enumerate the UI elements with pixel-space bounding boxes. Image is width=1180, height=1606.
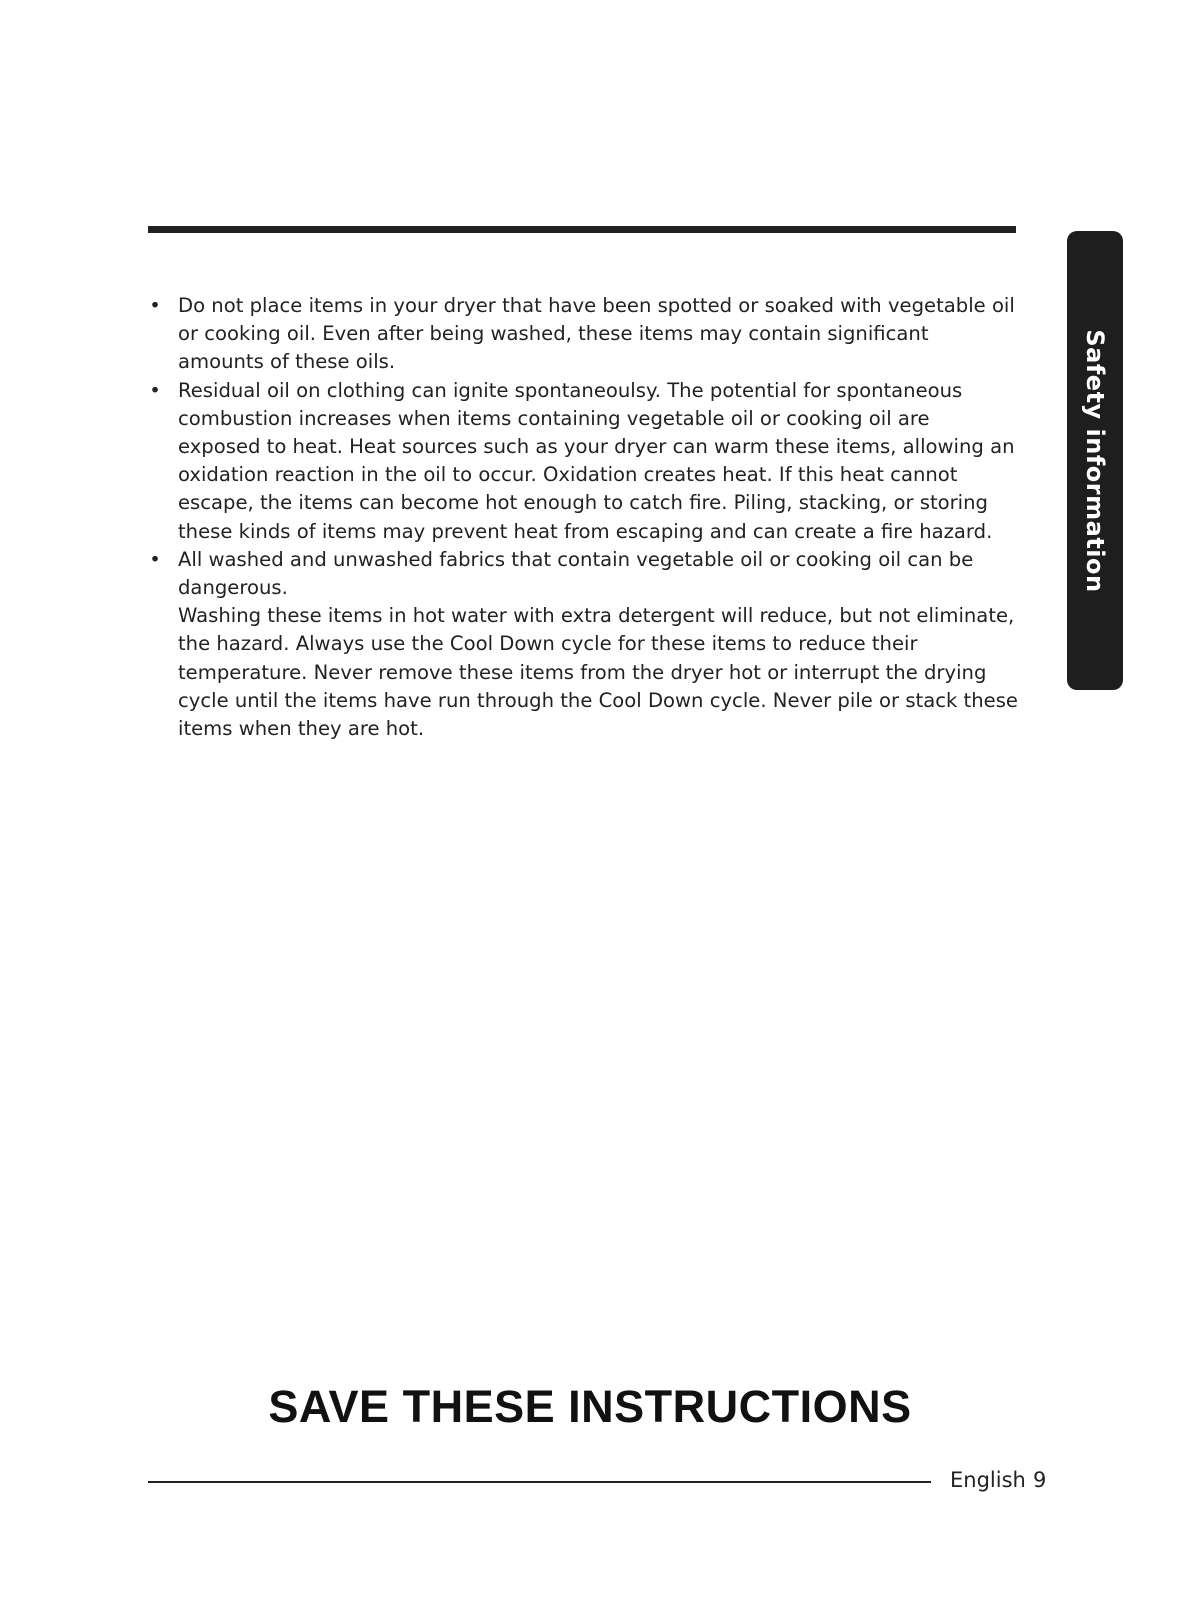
section-tab-label: Safety information	[1081, 328, 1109, 593]
footer-rule	[148, 1481, 931, 1483]
section-side-tab	[1067, 231, 1123, 690]
bullet-icon: •	[149, 378, 161, 402]
bullet-text: All washed and unwashed fabrics that contain vegetable oil or cooking oil can be dangerous.	[178, 547, 974, 600]
footer-language: English	[950, 1468, 1026, 1492]
list-item	[148, 546, 1018, 743]
bullet-icon: •	[149, 294, 161, 317]
list-item	[148, 292, 1018, 377]
top-rule	[148, 226, 1016, 233]
page-number: 9	[1033, 1468, 1047, 1492]
safety-bullet-list	[148, 292, 1018, 743]
bullet-text: Residual oil on clothing can ignite spontaneoulsy. The potential for spontaneous combustion increases when items containing vegetable oil or cooking oil are exposed to heat. Heat sources such as your dryer can warm these items, allowing an oxidation reaction in the oil to occur. Oxidation creates heat. If this heat cannot escape, the items can become hot enough to catch fire. Piling, stacking, or storing these kinds of items may prevent heat from escaping and can create a fire hazard.	[178, 378, 1015, 543]
bullet-text: Do not place items in your dryer that have been spotted or soaked with vegetable oil or cooking oil. Even after being washed, these items may contain significant amounts of these oils.	[178, 294, 1015, 374]
bullet-icon: •	[149, 547, 161, 571]
bullet-text-continued: Washing these items in hot water with extra detergent will reduce, but not eliminate, the hazard. Always use the Cool Down cycle for these items to reduce their temperature. Never remove these items from the dryer hot or interrupt the drying cycle until the items have run through the Cool Down cycle. Never pile or stack these items when they are hot.	[178, 604, 1018, 741]
save-instructions-heading: SAVE THESE INSTRUCTIONS	[268, 1381, 912, 1432]
list-item	[148, 377, 1018, 546]
